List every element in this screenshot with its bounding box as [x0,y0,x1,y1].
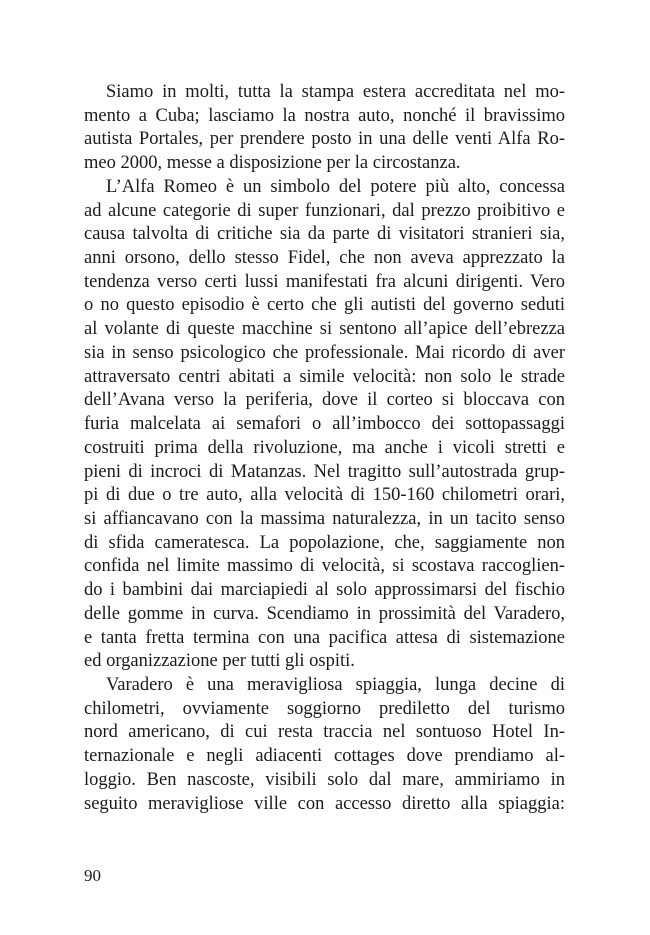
text-line: si affiancavano con la massima naturalezza, in un tacito senso [84,508,565,529]
text-line: pi di due o tre auto, alla velocità di 150-160 chilometri orari, [84,485,565,506]
text-line: Varadero è una meravigliosa spiaggia, lunga decine di [106,674,565,695]
text-line: al volante di queste macchine si sentono all’apice dell’ebrezza [84,319,565,340]
text-line: ad alcune categorie di super funzionari, dal prezzo proibitivo e [84,200,565,221]
text-line: autista Portales, per prendere posto in una delle venti Alfa Ro- [84,129,565,150]
page-number: 90 [84,866,101,885]
text-line: causa talvolta di critiche sia da parte di visitatori stranieri sia, [84,224,565,245]
text-line: o no questo episodio è certo che gli autisti del governo seduti [84,295,565,316]
text-line: dell’Avana verso la periferia, dove il corteo si bloccava con [84,390,565,411]
text-line: loggio. Ben nascoste, visibili solo dal mare, ammiriamo in [84,769,565,790]
text-line: pieni di incroci di Matanzas. Nel tragitto sull’autostrada grup- [84,461,565,482]
text-line: Siamo in molti, tutta la stampa estera accreditata nel mo- [106,82,565,102]
text-line: L’Alfa Romeo è un simbolo del potere più alto, concessa [106,176,565,197]
text-line: ed organizzazione per tutti gli ospiti. [84,651,355,672]
text-line: meo 2000, messe a disposizione per la circostanza. [84,153,461,174]
text-line: chilometri, ovviamente soggiorno prediletto del turismo [84,698,565,719]
text-line: seguito meravigliose ville con accesso diretto alla spiaggia: [84,793,565,814]
text-line: tendenza verso certi lussi manifestati fra alcuni dirigenti. Vero [84,271,565,292]
text-line: nord americano, di cui resta traccia nel sontuoso Hotel In- [84,722,565,743]
text-line: confida nel limite massimo di velocità, si scostava raccoglien- [84,556,565,577]
text-line: mento a Cuba; lasciamo la nostra auto, nonché il bravissimo [84,105,565,126]
text-line: sia in senso psicologico che professionale. Mai ricordo di aver [84,342,565,363]
text-line: do i bambini dai marciapiedi al solo approssimarsi del fischio [84,580,565,601]
text-line: furia malcelata ai semafori o all’imbocco dei sottopassaggi [84,414,565,435]
body-text [84,81,565,816]
text-line: di sfida cameratesca. La popolazione, che, saggiamente non [84,532,565,553]
text-line: e tanta fretta termina con una pacifica attesa di sistemazione [84,627,565,648]
text-line: attraversato centri abitati a simile velocità: non solo le strade [84,366,565,387]
text-line: delle gomme in curva. Scendiamo in prossimità del Varadero, [84,603,565,624]
text-line: ternazionale e negli adiacenti cottages dove prendiamo al- [84,746,565,767]
text-line: anni orsono, dello stesso Fidel, che non aveva apprezzato la [84,248,565,269]
text-line: costruiti prima della rivoluzione, ma anche i vicoli stretti e [84,437,565,458]
